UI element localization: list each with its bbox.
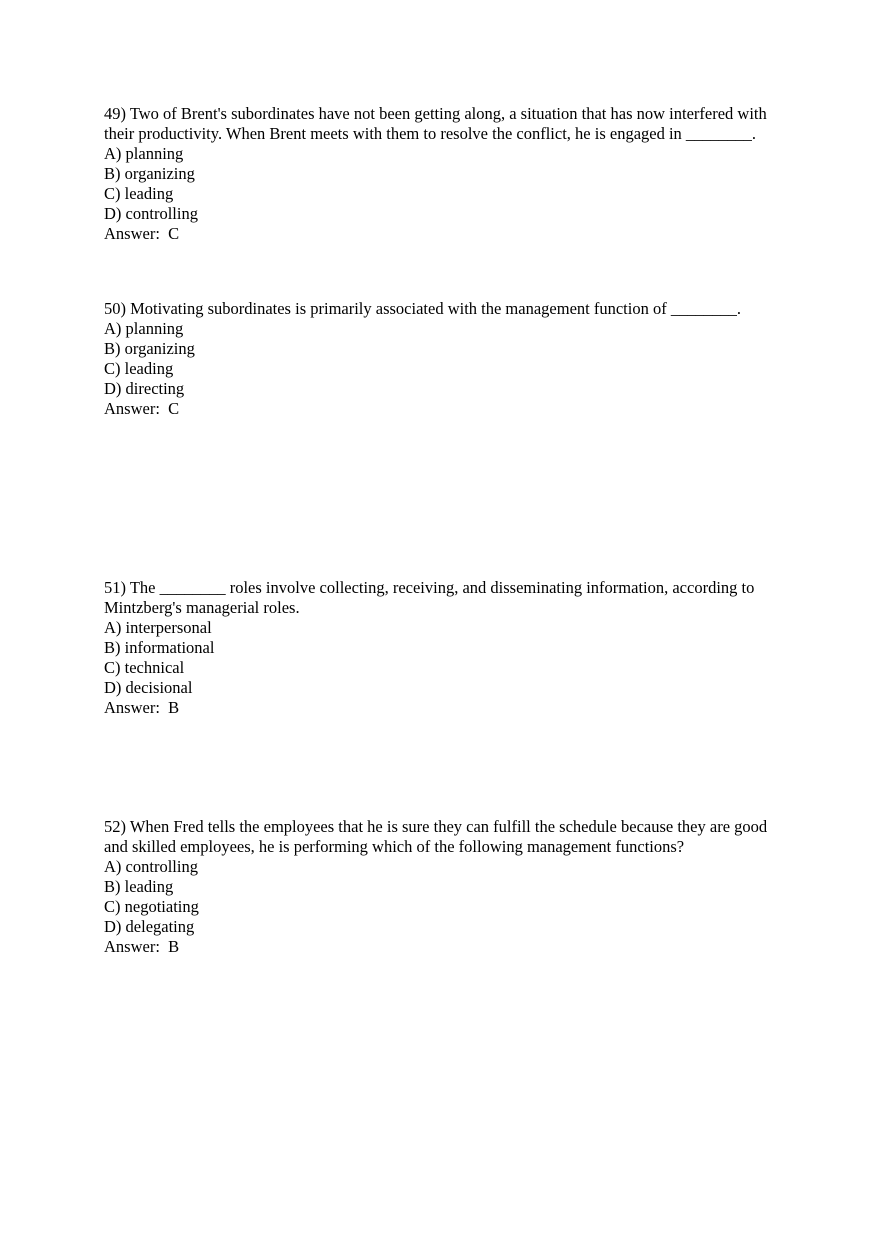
option-b: B) organizing — [104, 164, 195, 183]
option-d: D) decisional — [104, 678, 193, 697]
option-b: B) organizing — [104, 339, 195, 358]
option-d: D) delegating — [104, 917, 195, 936]
option-c: C) leading — [104, 184, 174, 203]
option-a: A) planning — [104, 144, 184, 163]
answer: Answer: C — [104, 399, 180, 418]
question-stem: 51) The ________ roles involve collecting, receiving, and disseminating information, according to Mintzberg's managerial roles. — [104, 578, 759, 617]
question-51 — [104, 578, 784, 718]
option-d: D) controlling — [104, 204, 198, 223]
question-49 — [104, 104, 784, 244]
option-a: A) planning — [104, 319, 184, 338]
option-d: D) directing — [104, 379, 185, 398]
option-a: A) controlling — [104, 857, 198, 876]
option-c: C) technical — [104, 658, 185, 677]
question-50 — [104, 299, 784, 419]
option-b: B) leading — [104, 877, 174, 896]
answer: Answer: C — [104, 224, 180, 243]
option-b: B) informational — [104, 638, 215, 657]
answer: Answer: B — [104, 698, 180, 717]
question-stem: 49) Two of Brent's subordinates have not been getting along, a situation that has now interfered with their productivity. When Brent meets with them to resolve the conflict, he is engaged in ________. — [104, 104, 771, 143]
answer: Answer: B — [104, 937, 180, 956]
option-c: C) negotiating — [104, 897, 199, 916]
option-c: C) leading — [104, 359, 174, 378]
question-stem: 52) When Fred tells the employees that he is sure they can fulfill the schedule because they are good and skilled employees, he is performing which of the following management functions? — [104, 817, 772, 856]
option-a: A) interpersonal — [104, 618, 212, 637]
question-52 — [104, 817, 784, 957]
question-stem: 50) Motivating subordinates is primarily associated with the management function of ________. — [104, 299, 741, 318]
